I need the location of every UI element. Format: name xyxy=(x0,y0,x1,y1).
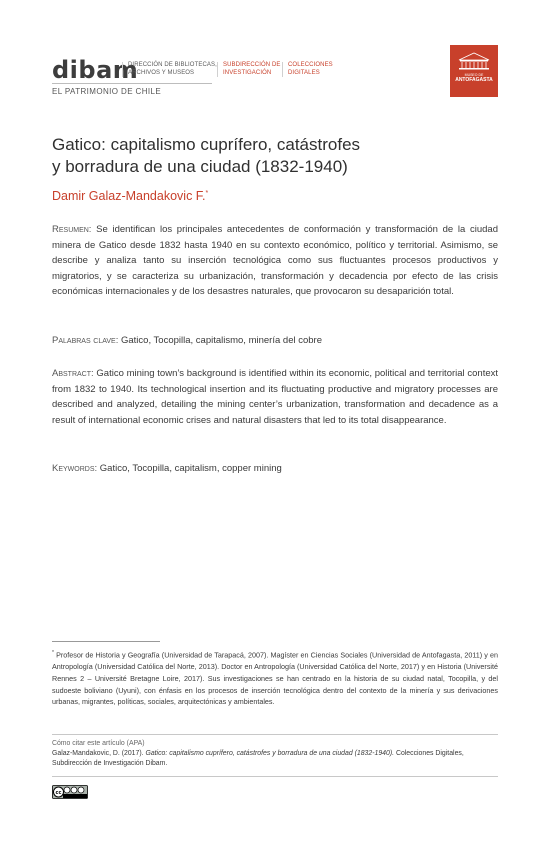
citation-rule-top xyxy=(52,734,498,735)
resumen-label: Resumen: xyxy=(52,224,92,235)
cc-by-nc-sa-icon[interactable] xyxy=(52,785,88,799)
article-title: Gatico: capitalismo cuprífero, catástrofes y borradura de una ciudad (1832-1940) xyxy=(52,135,361,176)
museo-antofagasta-logo: MUSEO DE ANTOFAGASTA xyxy=(450,45,498,97)
svg-text:cc: cc xyxy=(55,790,62,796)
resumen-paragraph xyxy=(52,222,498,300)
footnote-mark: * xyxy=(52,650,54,656)
palabras-clave-text: Gatico, Tocopilla, capitalismo, minería del cobre xyxy=(120,335,322,346)
keywords-label: Keywords: xyxy=(52,463,98,474)
palabras-clave-label: Palabras clave: xyxy=(52,335,119,346)
abstract-paragraph xyxy=(52,366,498,428)
keywords xyxy=(52,461,498,477)
author-name: Damir Galaz-Mandakovic F.* xyxy=(52,189,209,203)
keywords-text: Gatico, Tocopilla, capitalism, copper mining xyxy=(99,463,282,474)
abstract-text: Gatico mining town’s background is identified within its economic, political and territorial context from 1832 to 1940. Its technological insertion and its fluctuating productive and migratory processes are described and analyzed, detailing the mining center’s urbanization, transformation and decadence as a result of international economic crises and natural disasters that led to its total disappearance. xyxy=(52,368,499,426)
header-dibam-division: DIRECCIÓN DE BIBLIOTECAS, ARCHIVOS Y MUSEOS xyxy=(122,62,217,77)
footnote-rule xyxy=(52,641,160,642)
citation-block xyxy=(52,739,498,769)
author-footnote-mark[interactable]: * xyxy=(205,189,209,197)
header-subdireccion: SUBDIRECCIÓN DE INVESTIGACIÓN xyxy=(217,62,281,77)
citation-label: Cómo citar este artículo (APA) xyxy=(52,740,145,747)
citation-text: Galaz-Mandakovic, D. (2017). Gatico: capitalismo cuprífero, catástrofes y borradura de una ciudad (1832-1940). Colecciones Digitales, Subdirección de Investigación Dibam. xyxy=(52,750,464,767)
footnote-text: Profesor de Historia y Geografía (Universidad de Tarapacá, 2007). Magíster en Ciencias Sociales (Universidad de Antofagasta, 2011) y en Antropología (Universidad Católica del Norte, 2013). Doctor en Antropología (Universidad Católica del Norte, 2017) y en Historia (Université Rennes 2 – Université Bretagne Loire, 2017). Sus investigaciones se han centrado en la historia de su ciudad natal, Tocopilla, y del sudoeste boliviano (Uyuni), con énfasis en los procesos de inserción tecnológica dentro del contexto de la minería y sus derivaciones urbanas, migrantes, políticas, sociales, arquitectónicas y ambientales. xyxy=(52,650,499,707)
resumen-text: Se identifican los principales antecedentes de conformación y transformación de la ciudad minera de Gatico desde 1832 hasta 1940 en su contexto económico, político y territorial. Asimismo, se describe y analiza tanto su inserción tecnológica como sus fluctuantes procesos productivos y migratorios, y se caracteriza su urbanización, transformación y decadencia por efecto de las crisis económicas internacionales y de los desastres naturales, que provocaron su desaparición total. xyxy=(52,224,498,297)
palabras-clave xyxy=(52,333,498,349)
header-rule xyxy=(52,83,212,84)
dibam-logo[interactable]: dibam xyxy=(52,56,139,84)
header-colecciones: COLECCIONES DIGITALES xyxy=(282,62,333,77)
citation-rule-bottom xyxy=(52,776,498,777)
museum-building-icon xyxy=(457,51,491,71)
header-tagline: EL PATRIMONIO DE CHILE xyxy=(52,87,162,96)
abstract-label: Abstract: xyxy=(52,368,94,379)
author-footnote xyxy=(52,648,498,708)
